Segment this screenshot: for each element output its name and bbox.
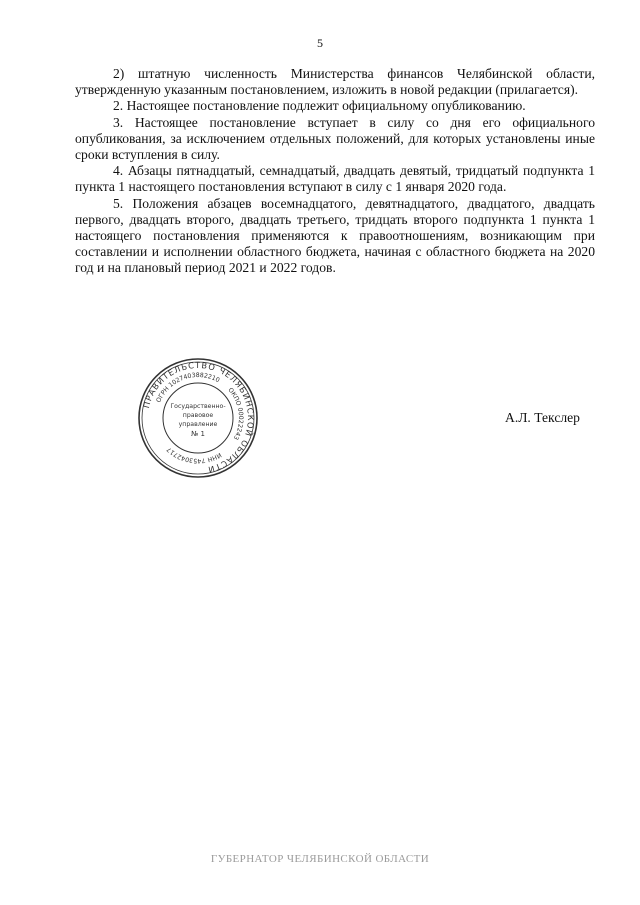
paragraph-4: 4. Абзацы пятнадцатый, семнадцатый, двадцать девятый, тридцатый подпункта 1 пункта 1 настоящего постановления вступают в силу с 1 января 2020 года. bbox=[75, 163, 595, 195]
svg-text:ИНН 7453042717 bbox=[166, 446, 223, 465]
seal-center-line-3: управление bbox=[178, 421, 218, 428]
paragraph-5: 5. Положения абзацев восемнадцатого, девятнадцатого, двадцатого, двадцать первого, двадцать второго, двадцать третьего, тридцать второго подпункта 1 пункта 1 настоящего постановления применяются к правоотношениям, возникающим при составлении и исполнении областного бюджета, начиная с областного бюджета на 2020 год и на плановый период 2021 и 2022 годов. bbox=[75, 195, 595, 276]
page-number: 5 bbox=[317, 36, 323, 50]
official-seal bbox=[136, 356, 260, 480]
seal-ogrn: ОГРН 1027403882210 bbox=[155, 371, 221, 404]
seal-okpo: ОКПО 00022243 bbox=[226, 386, 245, 441]
paragraph-2: 2. Настоящее постановление подлежит официальному опубликованию. bbox=[113, 98, 526, 114]
seal-inn: ИНН 7453042717 bbox=[165, 445, 223, 465]
document-body bbox=[75, 66, 595, 277]
seal-center-line-2: правовое bbox=[182, 412, 214, 419]
signature-name: А.Л. Текслер bbox=[505, 410, 580, 425]
seal-ring-text: ПРАВИТЕЛЬСТВО ЧЕЛЯБИНСКОЙ ОБЛАСТИ bbox=[141, 359, 257, 476]
seal-center-line-1: Государственно- bbox=[170, 403, 226, 410]
footer-text: ГУБЕРНАТОР ЧЕЛЯБИНСКОЙ ОБЛАСТИ bbox=[210, 853, 430, 865]
seal-center-line-4: № 1 bbox=[191, 430, 205, 438]
paragraph-3: 3. Настоящее постановление вступает в силу со дня его официального опубликования, за исключением отдельных положений, для которых установлены иные сроки вступления в силу. bbox=[75, 114, 595, 163]
paragraph-1: 2) штатную численность Министерства финансов Челябинской области, утвержденную указанным постановлением, изложить в новой редакции (прилагается). bbox=[75, 66, 595, 98]
